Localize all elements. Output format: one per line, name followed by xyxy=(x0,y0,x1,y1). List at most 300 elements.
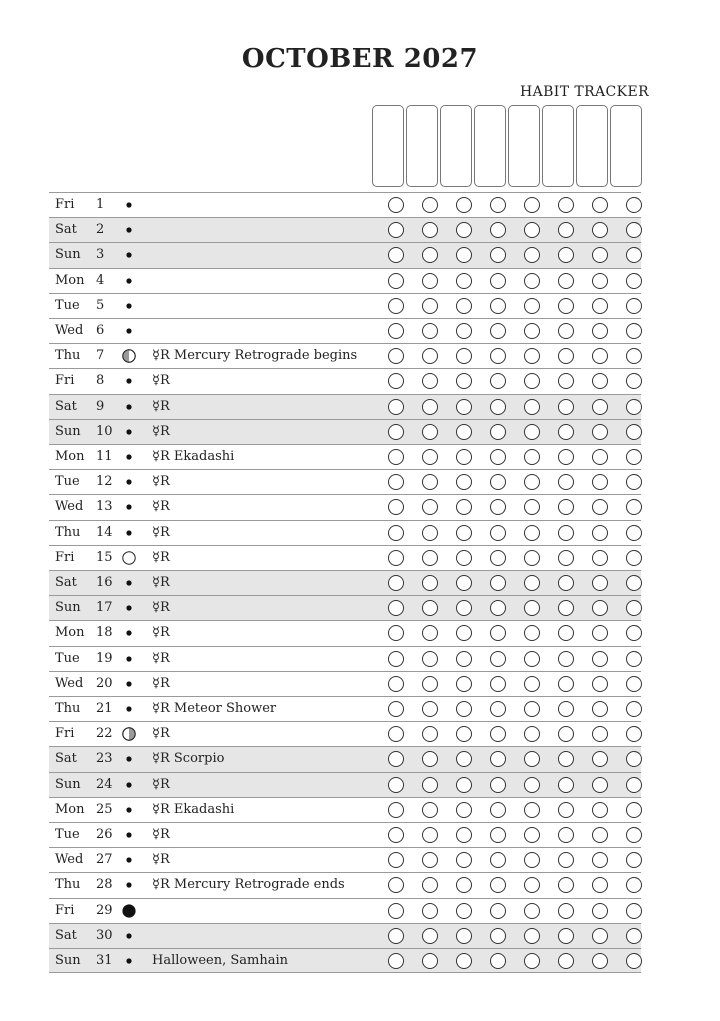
habit-checkbox[interactable] xyxy=(626,827,642,843)
day-row xyxy=(49,671,641,696)
moon-dot-icon xyxy=(122,198,136,212)
habit-checkbox[interactable] xyxy=(558,928,574,944)
habit-checkbox[interactable] xyxy=(490,424,506,440)
habit-checkbox[interactable] xyxy=(626,499,642,515)
habit-checkbox[interactable] xyxy=(388,298,404,314)
habit-checkbox[interactable] xyxy=(626,651,642,667)
day-row xyxy=(49,898,641,923)
habit-checkbox[interactable] xyxy=(592,726,608,742)
habit-checkbox[interactable] xyxy=(626,751,642,767)
habit-checkbox[interactable] xyxy=(388,827,404,843)
habit-checkbox[interactable] xyxy=(388,651,404,667)
day-row xyxy=(49,394,641,419)
habit-checkbox[interactable] xyxy=(558,903,574,919)
habit-checkbox[interactable] xyxy=(592,273,608,289)
habit-checkbox[interactable] xyxy=(558,399,574,415)
habit-checkbox[interactable] xyxy=(524,424,540,440)
habit-checkbox[interactable] xyxy=(558,726,574,742)
habit-checkbox[interactable] xyxy=(490,903,506,919)
day-note: Halloween, Samhain xyxy=(152,953,289,968)
habit-checkbox[interactable] xyxy=(388,726,404,742)
habit-checkbox[interactable] xyxy=(422,424,438,440)
day-number: 29 xyxy=(96,902,113,918)
habit-checkbox[interactable] xyxy=(626,625,642,641)
habit-checkbox[interactable] xyxy=(558,222,574,238)
habit-checkbox[interactable] xyxy=(524,399,540,415)
habit-checkbox[interactable] xyxy=(592,197,608,213)
habit-name-box[interactable] xyxy=(440,105,472,187)
habit-checkbox[interactable] xyxy=(422,852,438,868)
day-row xyxy=(49,872,641,897)
habit-checkbox[interactable] xyxy=(490,399,506,415)
habit-checkbox[interactable] xyxy=(422,625,438,641)
habit-checkbox[interactable] xyxy=(592,424,608,440)
habit-checkbox[interactable] xyxy=(626,424,642,440)
habit-checkbox[interactable] xyxy=(626,525,642,541)
habit-checkbox[interactable] xyxy=(490,852,506,868)
habit-checkbox[interactable] xyxy=(592,625,608,641)
habit-checkbox[interactable] xyxy=(456,298,472,314)
habit-checkbox[interactable] xyxy=(456,903,472,919)
habit-checkbox[interactable] xyxy=(592,323,608,339)
habit-checkbox[interactable] xyxy=(388,474,404,490)
habit-checkbox[interactable] xyxy=(524,197,540,213)
habit-checkbox[interactable] xyxy=(388,600,404,616)
habit-checkbox[interactable] xyxy=(626,449,642,465)
habit-checkbox[interactable] xyxy=(490,802,506,818)
habit-name-box[interactable] xyxy=(508,105,540,187)
habit-checkbox[interactable] xyxy=(626,197,642,213)
habit-checkbox[interactable] xyxy=(592,877,608,893)
habit-checkbox[interactable] xyxy=(456,550,472,566)
habit-checkbox[interactable] xyxy=(456,525,472,541)
habit-checkbox[interactable] xyxy=(422,499,438,515)
day-number: 5 xyxy=(96,297,105,313)
habit-checkbox[interactable] xyxy=(626,273,642,289)
habit-checkbox[interactable] xyxy=(524,827,540,843)
habit-checkbox[interactable] xyxy=(524,373,540,389)
habit-name-box[interactable] xyxy=(576,105,608,187)
day-number: 9 xyxy=(96,398,105,414)
habit-name-box[interactable] xyxy=(406,105,438,187)
moon-dot-icon xyxy=(122,500,136,514)
habit-checkbox[interactable] xyxy=(422,827,438,843)
habit-checkbox[interactable] xyxy=(524,273,540,289)
habit-checkbox[interactable] xyxy=(456,701,472,717)
habit-checkbox[interactable] xyxy=(558,877,574,893)
habit-checkbox[interactable] xyxy=(558,323,574,339)
habit-checkbox[interactable] xyxy=(388,676,404,692)
habit-checkbox[interactable] xyxy=(626,575,642,591)
habit-checkbox[interactable] xyxy=(422,323,438,339)
habit-checkbox[interactable] xyxy=(524,877,540,893)
habit-checkbox[interactable] xyxy=(524,928,540,944)
habit-checkbox[interactable] xyxy=(490,474,506,490)
habit-checkbox[interactable] xyxy=(558,373,574,389)
habit-checkbox[interactable] xyxy=(388,903,404,919)
habit-checkbox[interactable] xyxy=(490,625,506,641)
habit-checkbox[interactable] xyxy=(592,751,608,767)
habit-checkbox[interactable] xyxy=(490,726,506,742)
habit-checkbox[interactable] xyxy=(626,953,642,969)
habit-checkbox[interactable] xyxy=(524,802,540,818)
habit-checkbox[interactable] xyxy=(524,575,540,591)
habit-checkbox[interactable] xyxy=(524,449,540,465)
habit-checkbox[interactable] xyxy=(558,701,574,717)
day-note: ☿R xyxy=(152,398,170,414)
day-row xyxy=(49,595,641,620)
habit-checkbox[interactable] xyxy=(388,247,404,263)
habit-checkbox[interactable] xyxy=(456,676,472,692)
moon-dot-icon xyxy=(122,778,136,792)
habit-checkbox[interactable] xyxy=(388,701,404,717)
habit-checkbox[interactable] xyxy=(490,449,506,465)
habit-checkbox[interactable] xyxy=(422,903,438,919)
habit-checkbox[interactable] xyxy=(388,449,404,465)
habit-checkbox[interactable] xyxy=(490,575,506,591)
habit-checkbox[interactable] xyxy=(388,197,404,213)
habit-name-box[interactable] xyxy=(474,105,506,187)
habit-checkbox[interactable] xyxy=(558,777,574,793)
day-note: ☿R Scorpio xyxy=(152,751,225,767)
habit-checkbox[interactable] xyxy=(592,651,608,667)
habit-checkbox[interactable] xyxy=(456,499,472,515)
habit-checkbox[interactable] xyxy=(626,550,642,566)
habit-checkbox[interactable] xyxy=(388,877,404,893)
weekday-label: Fri xyxy=(55,197,75,212)
habit-checkbox[interactable] xyxy=(490,877,506,893)
habit-checkbox[interactable] xyxy=(490,676,506,692)
habit-checkbox[interactable] xyxy=(388,802,404,818)
habit-checkbox[interactable] xyxy=(422,247,438,263)
habit-checkbox[interactable] xyxy=(558,273,574,289)
habit-checkbox[interactable] xyxy=(422,751,438,767)
habit-checkbox[interactable] xyxy=(456,928,472,944)
habit-checkbox[interactable] xyxy=(422,550,438,566)
habit-checkbox[interactable] xyxy=(422,877,438,893)
habit-checkbox[interactable] xyxy=(558,525,574,541)
habit-checkbox[interactable] xyxy=(388,499,404,515)
habit-checkbox[interactable] xyxy=(592,827,608,843)
habit-checkbox[interactable] xyxy=(592,676,608,692)
habit-checkbox[interactable] xyxy=(558,298,574,314)
habit-checkbox[interactable] xyxy=(422,197,438,213)
weekday-label: Mon xyxy=(55,449,85,464)
habit-checkbox[interactable] xyxy=(422,953,438,969)
habit-checkbox[interactable] xyxy=(524,298,540,314)
habit-checkbox[interactable] xyxy=(524,499,540,515)
habit-checkbox[interactable] xyxy=(456,953,472,969)
habit-checkbox[interactable] xyxy=(558,247,574,263)
habit-checkbox[interactable] xyxy=(558,600,574,616)
habit-checkbox[interactable] xyxy=(626,928,642,944)
habit-checkbox[interactable] xyxy=(626,903,642,919)
habit-checkbox[interactable] xyxy=(592,575,608,591)
habit-checkbox[interactable] xyxy=(626,399,642,415)
habit-checkbox[interactable] xyxy=(456,373,472,389)
habit-checkbox[interactable] xyxy=(456,852,472,868)
habit-checkbox[interactable] xyxy=(456,625,472,641)
habit-checkbox[interactable] xyxy=(558,348,574,364)
habit-checkbox[interactable] xyxy=(626,726,642,742)
habit-checkbox[interactable] xyxy=(524,651,540,667)
habit-checkbox[interactable] xyxy=(558,575,574,591)
day-note: ☿R xyxy=(152,373,170,389)
habit-checkbox[interactable] xyxy=(388,852,404,868)
habit-checkbox[interactable] xyxy=(524,726,540,742)
habit-checkbox[interactable] xyxy=(490,600,506,616)
habit-checkbox[interactable] xyxy=(626,373,642,389)
habit-checkbox[interactable] xyxy=(456,726,472,742)
habit-checkbox[interactable] xyxy=(524,222,540,238)
habit-checkbox[interactable] xyxy=(592,247,608,263)
habit-checkbox[interactable] xyxy=(626,701,642,717)
habit-checkbox[interactable] xyxy=(388,424,404,440)
habit-checkbox[interactable] xyxy=(422,273,438,289)
habit-checkbox[interactable] xyxy=(456,802,472,818)
habit-checkbox[interactable] xyxy=(626,298,642,314)
weekday-label: Thu xyxy=(55,524,81,540)
habit-checkbox[interactable] xyxy=(490,525,506,541)
habit-checkbox[interactable] xyxy=(558,625,574,641)
habit-checkbox[interactable] xyxy=(626,323,642,339)
habit-checkbox[interactable] xyxy=(422,802,438,818)
habit-checkbox[interactable] xyxy=(490,273,506,289)
moon-dot-icon xyxy=(122,475,136,489)
moon-dot-icon xyxy=(122,526,136,540)
habit-checkbox[interactable] xyxy=(490,550,506,566)
habit-checkbox[interactable] xyxy=(592,550,608,566)
habit-checkbox[interactable] xyxy=(524,777,540,793)
habit-checkbox[interactable] xyxy=(524,751,540,767)
day-note: ☿R xyxy=(152,625,170,641)
habit-checkbox[interactable] xyxy=(388,625,404,641)
habit-checkbox[interactable] xyxy=(524,676,540,692)
habit-checkbox[interactable] xyxy=(456,348,472,364)
habit-checkbox[interactable] xyxy=(388,348,404,364)
day-number: 2 xyxy=(96,222,105,238)
habit-checkbox[interactable] xyxy=(592,399,608,415)
habit-checkbox[interactable] xyxy=(388,928,404,944)
habit-checkbox[interactable] xyxy=(592,903,608,919)
day-number: 8 xyxy=(96,373,105,389)
habit-checkbox[interactable] xyxy=(524,323,540,339)
habit-checkbox[interactable] xyxy=(490,953,506,969)
habit-checkbox[interactable] xyxy=(592,777,608,793)
habit-checkbox[interactable] xyxy=(626,877,642,893)
habit-checkbox[interactable] xyxy=(490,777,506,793)
habit-checkbox[interactable] xyxy=(524,348,540,364)
habit-checkbox[interactable] xyxy=(626,852,642,868)
habit-checkbox[interactable] xyxy=(388,323,404,339)
habit-checkbox[interactable] xyxy=(422,575,438,591)
habit-checkbox[interactable] xyxy=(558,802,574,818)
habit-name-box[interactable] xyxy=(610,105,642,187)
habit-checkbox[interactable] xyxy=(558,474,574,490)
habit-checkbox[interactable] xyxy=(456,197,472,213)
habit-checkbox[interactable] xyxy=(626,247,642,263)
habit-checkbox[interactable] xyxy=(558,827,574,843)
habit-checkbox[interactable] xyxy=(422,399,438,415)
weekday-label: Mon xyxy=(55,801,85,817)
habit-checkbox[interactable] xyxy=(524,600,540,616)
habit-checkbox[interactable] xyxy=(456,449,472,465)
habit-checkbox[interactable] xyxy=(388,399,404,415)
habit-checkbox[interactable] xyxy=(388,751,404,767)
habit-checkbox[interactable] xyxy=(422,726,438,742)
weekday-label: Wed xyxy=(55,499,84,515)
habit-checkbox[interactable] xyxy=(524,903,540,919)
day-row xyxy=(49,268,641,293)
habit-checkbox[interactable] xyxy=(490,928,506,944)
day-number: 15 xyxy=(96,549,113,565)
day-note: ☿R xyxy=(152,549,170,565)
habit-checkbox[interactable] xyxy=(626,676,642,692)
habit-checkbox[interactable] xyxy=(388,575,404,591)
habit-checkbox[interactable] xyxy=(592,298,608,314)
habit-checkbox[interactable] xyxy=(388,373,404,389)
habit-checkbox[interactable] xyxy=(592,449,608,465)
habit-checkbox[interactable] xyxy=(456,424,472,440)
habit-checkbox[interactable] xyxy=(422,701,438,717)
habit-checkbox[interactable] xyxy=(626,802,642,818)
day-number: 24 xyxy=(96,776,113,792)
day-note: ☿R xyxy=(152,499,170,515)
habit-checkbox[interactable] xyxy=(456,777,472,793)
day-number: 22 xyxy=(96,726,113,742)
habit-checkbox[interactable] xyxy=(626,777,642,793)
habit-checkbox[interactable] xyxy=(524,701,540,717)
habit-checkbox[interactable] xyxy=(490,247,506,263)
day-number: 25 xyxy=(96,801,113,817)
habit-checkbox[interactable] xyxy=(490,222,506,238)
habit-checkbox[interactable] xyxy=(592,600,608,616)
habit-checkbox[interactable] xyxy=(456,827,472,843)
habit-checkbox[interactable] xyxy=(490,298,506,314)
habit-checkbox[interactable] xyxy=(558,751,574,767)
habit-checkbox[interactable] xyxy=(388,525,404,541)
weekday-label: Sat xyxy=(55,927,77,943)
habit-checkbox[interactable] xyxy=(626,348,642,364)
habit-checkbox[interactable] xyxy=(456,474,472,490)
habit-checkbox[interactable] xyxy=(558,550,574,566)
habit-checkbox[interactable] xyxy=(592,525,608,541)
habit-checkbox[interactable] xyxy=(456,575,472,591)
habit-checkbox[interactable] xyxy=(388,777,404,793)
habit-checkbox[interactable] xyxy=(422,651,438,667)
habit-checkbox[interactable] xyxy=(490,751,506,767)
habit-checkbox[interactable] xyxy=(422,373,438,389)
habit-checkbox[interactable] xyxy=(422,676,438,692)
habit-checkbox[interactable] xyxy=(456,751,472,767)
habit-checkbox[interactable] xyxy=(626,222,642,238)
habit-checkbox[interactable] xyxy=(592,348,608,364)
habit-checkbox[interactable] xyxy=(388,550,404,566)
first-quarter-moon-icon xyxy=(122,349,136,363)
habit-checkbox[interactable] xyxy=(558,449,574,465)
habit-checkbox[interactable] xyxy=(592,802,608,818)
weekday-label: Mon xyxy=(55,625,85,641)
day-row xyxy=(49,570,641,595)
habit-checkbox[interactable] xyxy=(524,953,540,969)
habit-checkbox[interactable] xyxy=(592,499,608,515)
habit-checkbox[interactable] xyxy=(388,273,404,289)
habit-checkbox[interactable] xyxy=(422,928,438,944)
habit-checkbox[interactable] xyxy=(490,348,506,364)
day-row xyxy=(49,620,641,645)
habit-checkbox[interactable] xyxy=(524,625,540,641)
habit-checkbox[interactable] xyxy=(524,852,540,868)
habit-checkbox[interactable] xyxy=(558,499,574,515)
weekday-label: Tue xyxy=(55,827,80,842)
habit-checkbox[interactable] xyxy=(388,953,404,969)
habit-checkbox[interactable] xyxy=(490,197,506,213)
habit-checkbox[interactable] xyxy=(524,525,540,541)
habit-checkbox[interactable] xyxy=(558,197,574,213)
habit-checkbox[interactable] xyxy=(592,373,608,389)
habit-checkbox[interactable] xyxy=(558,953,574,969)
habit-name-box[interactable] xyxy=(542,105,574,187)
habit-checkbox[interactable] xyxy=(422,449,438,465)
weekday-label: Sat xyxy=(55,575,77,590)
habit-checkbox[interactable] xyxy=(490,373,506,389)
habit-checkbox[interactable] xyxy=(490,499,506,515)
habit-checkbox[interactable] xyxy=(592,701,608,717)
habit-checkbox[interactable] xyxy=(422,525,438,541)
habit-checkbox[interactable] xyxy=(490,701,506,717)
habit-checkbox[interactable] xyxy=(524,247,540,263)
habit-checkbox[interactable] xyxy=(490,827,506,843)
habit-checkbox[interactable] xyxy=(592,474,608,490)
day-row xyxy=(49,318,641,343)
habit-checkbox[interactable] xyxy=(524,550,540,566)
habit-checkbox[interactable] xyxy=(558,651,574,667)
habit-checkbox[interactable] xyxy=(456,323,472,339)
habit-checkbox[interactable] xyxy=(490,651,506,667)
day-number: 21 xyxy=(96,701,113,716)
habit-checkbox[interactable] xyxy=(490,323,506,339)
moon-dot-icon xyxy=(122,853,136,867)
habit-checkbox[interactable] xyxy=(456,877,472,893)
habit-checkbox[interactable] xyxy=(626,474,642,490)
habit-checkbox[interactable] xyxy=(456,247,472,263)
habit-checkbox[interactable] xyxy=(388,222,404,238)
day-number: 27 xyxy=(96,852,113,868)
habit-checkbox[interactable] xyxy=(422,348,438,364)
habit-checkbox[interactable] xyxy=(524,474,540,490)
habit-checkbox[interactable] xyxy=(422,298,438,314)
habit-checkbox[interactable] xyxy=(592,928,608,944)
habit-name-box[interactable] xyxy=(372,105,404,187)
habit-checkbox[interactable] xyxy=(456,651,472,667)
habit-checkbox[interactable] xyxy=(592,222,608,238)
habit-checkbox[interactable] xyxy=(456,600,472,616)
habit-checkbox[interactable] xyxy=(422,600,438,616)
habit-checkbox[interactable] xyxy=(422,474,438,490)
habit-checkbox[interactable] xyxy=(456,222,472,238)
habit-checkbox[interactable] xyxy=(456,273,472,289)
habit-checkbox[interactable] xyxy=(626,600,642,616)
habit-checkbox[interactable] xyxy=(422,222,438,238)
habit-checkbox[interactable] xyxy=(592,852,608,868)
habit-checkbox[interactable] xyxy=(592,953,608,969)
habit-checkbox[interactable] xyxy=(558,852,574,868)
habit-checkbox[interactable] xyxy=(558,676,574,692)
habit-checkbox[interactable] xyxy=(558,424,574,440)
moon-dot-icon xyxy=(122,652,136,666)
habit-checkbox[interactable] xyxy=(422,777,438,793)
habit-checkbox[interactable] xyxy=(456,399,472,415)
